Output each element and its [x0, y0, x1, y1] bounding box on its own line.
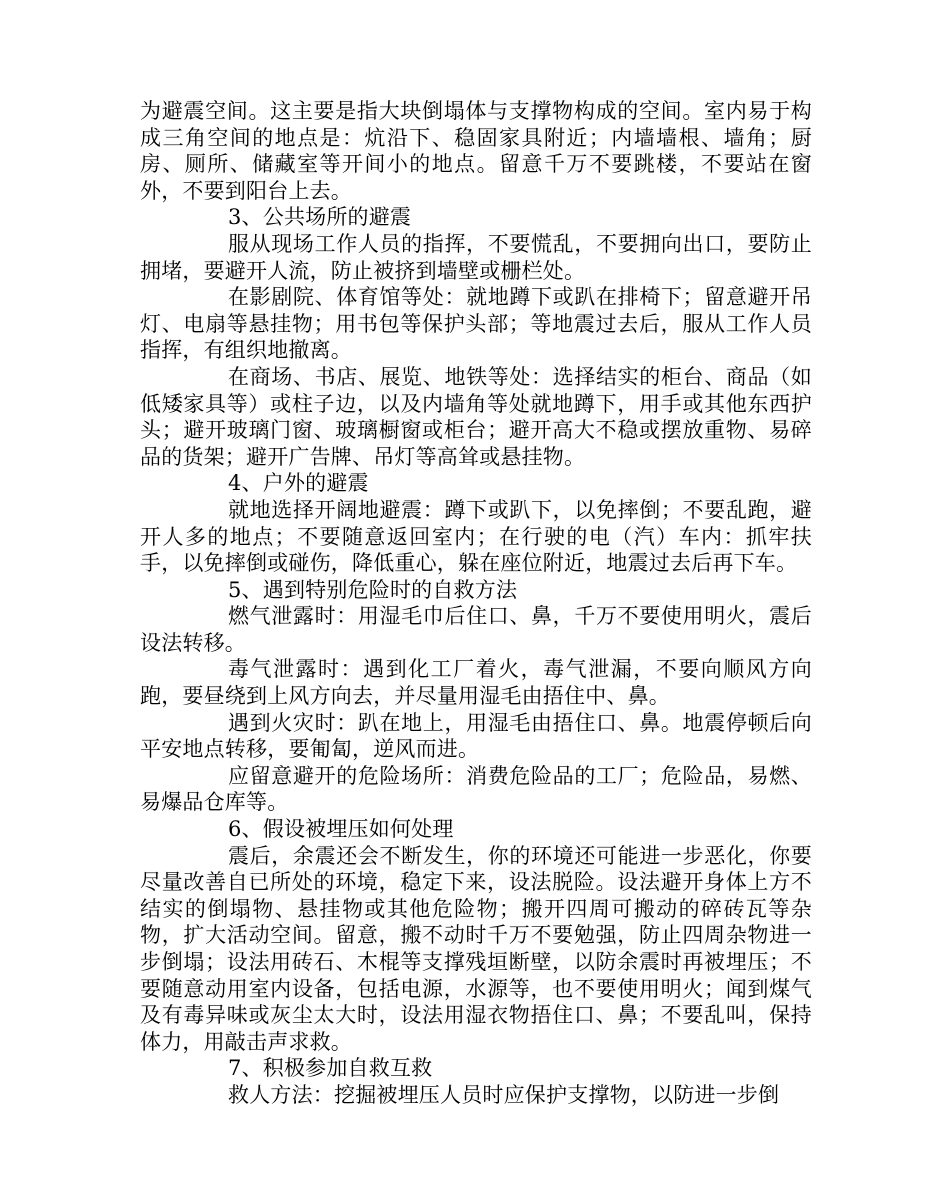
paragraph-body: 救人方法：挖掘被埋压人员时应保护支撑物，以防进一步倒 [228, 1082, 780, 1107]
section-heading: 6、假设被埋压如何处理 [228, 817, 454, 842]
paragraph-body: 在影剧院、体育馆等处：就地蹲下或趴在排椅下；留意避开吊灯、电扇等悬挂物；用书包等保护头部；等地震过去后，服从工作人员指挥，有组织地撤离。 [140, 285, 812, 363]
paragraph-body: 遇到火灾时：趴在地上，用湿毛由捂住口、鼻。地震停顿后向平安地点转移，要匍匐，逆风而进。 [140, 710, 812, 762]
section-heading: 7、积极参加自救互救 [228, 1056, 433, 1081]
paragraph-body: 在商场、书店、展览、地铁等处：选择结实的柜台、商品（如低矮家具等）或柱子边，以及内墙角等处就地蹲下，用手或其他东西护头；避开玻璃门窗、玻璃橱窗或柜台；避开高大不稳或摆放重物、易碎品的货架；避开广告牌、吊灯等高耸或悬挂物。 [140, 364, 812, 469]
section-heading: 5、遇到特别危险时的自救方法 [228, 577, 518, 602]
paragraph-body: 就地选择开阔地避震：蹲下或趴下，以免摔倒；不要乱跑，避开人多的地点；不要随意返回室内；在行驶的电（汽）车内：抓牢扶手，以免摔倒或碰伤，降低重心，躲在座位附近，地震过去后再下车。 [140, 497, 812, 576]
paragraph-body: 应留意避开的危险场所：消费危险品的工厂；危险品，易燃、易爆品仓库等。 [140, 763, 812, 815]
paragraph-body: 毒气泄露时：遇到化工厂着火，毒气泄漏，不要向顺风方向跑，要昼绕到上风方向去，并尽量用湿毛由捂住中、鼻。 [140, 657, 812, 709]
paragraph-body: 燃气泄露时：用湿毛巾后住口、鼻，千万不要使用明火，震后设法转移。 [140, 604, 812, 655]
section-heading: 3、公共场所的避震 [228, 205, 412, 230]
section-heading: 4、户外的避震 [228, 471, 369, 496]
paragraph-body: 为避震空间。这主要是指大块倒塌体与支撑物构成的空间。室内易于构成三角空间的地点是：炕沿下、稳固家具附近；内墙墙根、墙角；厨房、厕所、储藏室等开间小的地点。留意千万不要跳楼，不要站在窗外，不要到阳台上去。 [140, 99, 812, 203]
document-page [140, 98, 812, 1109]
paragraph-body: 服从现场工作人员的指挥，不要慌乱，不要拥向出口，要防止拥堵，要避开人流，防止被挤到墙壁或栅栏处。 [140, 231, 812, 283]
paragraph-body: 震后，余震还会不断发生，你的环境还可能进一步恶化，你要尽量改善自已所处的环境，稳定下来，设法脱险。设法避开身体上方不结实的倒塌物、悬挂物或其他危险物；搬开四周可搬动的碎砖瓦等杂物，扩大活动空间。留意，搬不动时千万不要勉强，防止四周杂物进一步倒塌；设法用砖石、木棍等支撑残垣断壁，以防余震时再被埋压；不要随意动用室内设备，包括电源，水源等，也不要使用明火；闻到煤气及有毒异味或灰尘太大时，设法用湿衣物捂住口、鼻；不要乱叫，保持体力，用敲击声求救。 [140, 843, 812, 1054]
